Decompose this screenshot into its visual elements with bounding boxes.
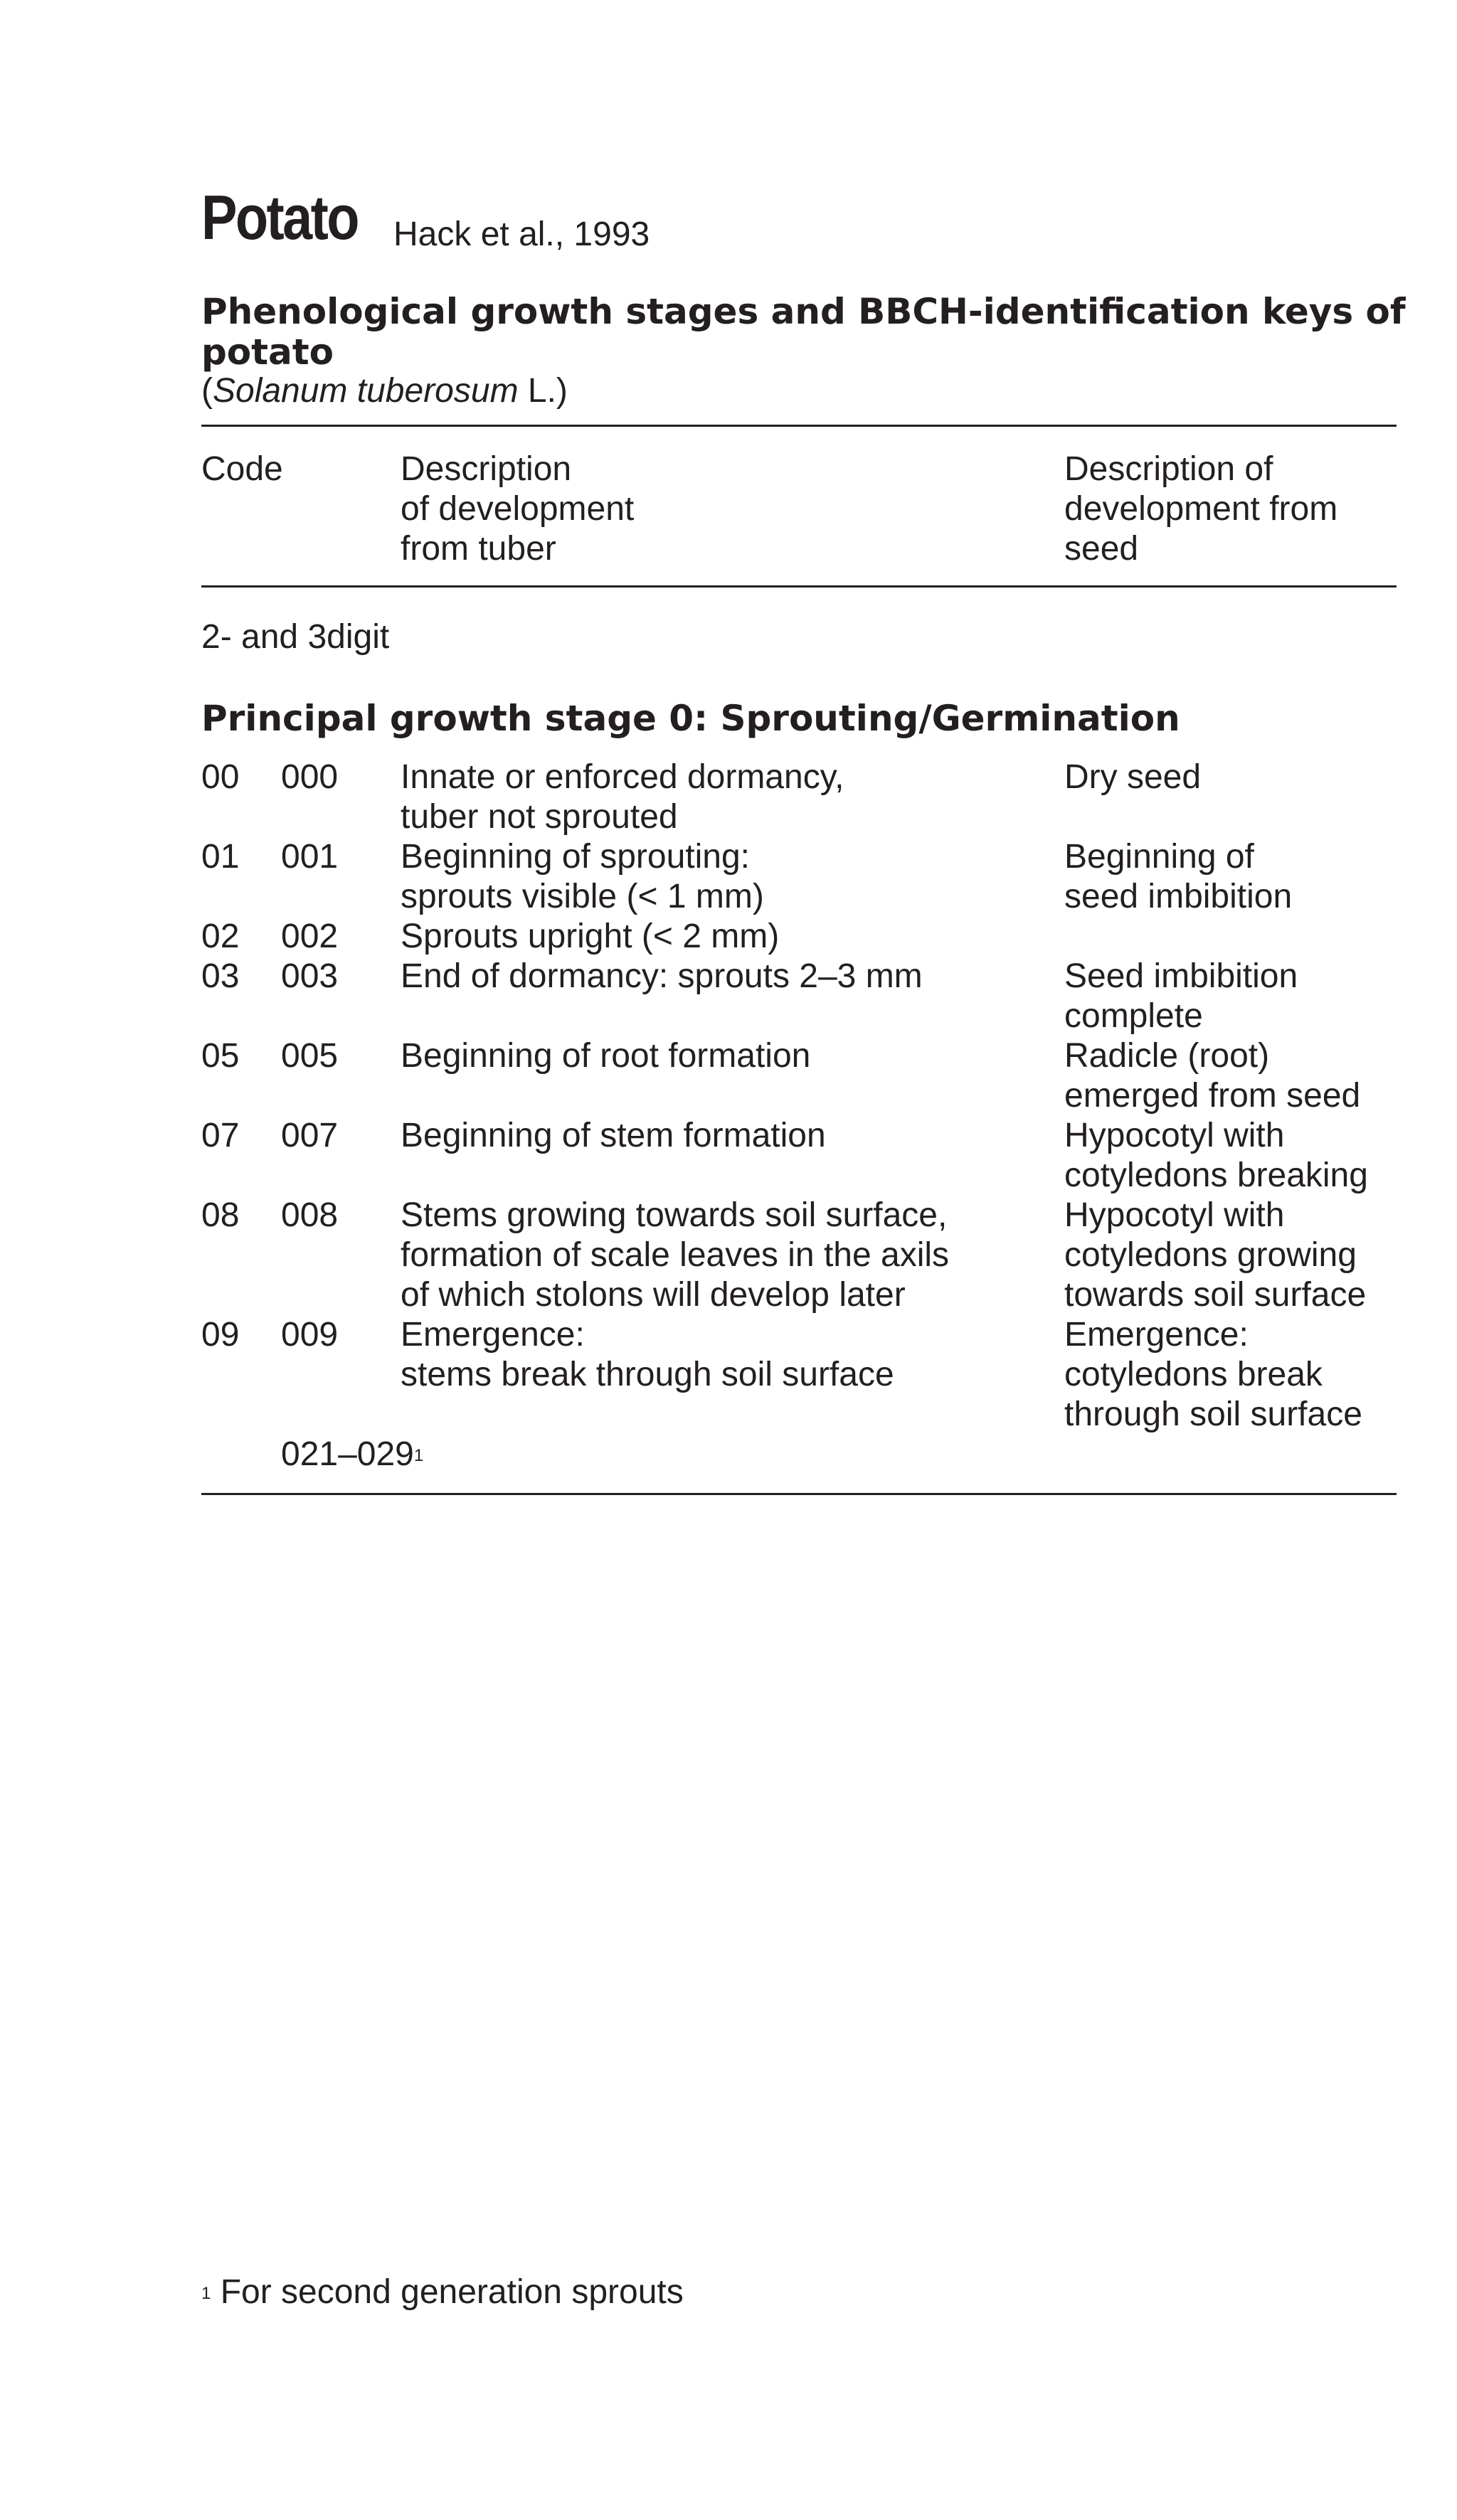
species-close: L.)	[518, 372, 568, 410]
seed-description-line: Beginning of	[1064, 838, 1254, 876]
column-header-tuber-line: from tuber	[401, 530, 556, 568]
tuber-description	[401, 1036, 1064, 1116]
column-header-tuber-line: of development	[401, 490, 635, 528]
tuber-description-line: Innate or enforced dormancy,	[401, 758, 844, 796]
seed-description-line: emerged from seed	[1064, 1077, 1361, 1115]
table-row	[201, 837, 1397, 917]
seed-description-line: through soil surface	[1064, 1395, 1362, 1433]
footnote-reference: 1	[413, 1446, 424, 1465]
table-row	[201, 1196, 1397, 1315]
column-header-seed-line: Description of	[1064, 450, 1273, 488]
tuber-description-line: sprouts visible (< 1 mm)	[401, 878, 764, 915]
seed-description-line: Seed imbibition	[1064, 957, 1298, 995]
code-3digit: 001	[281, 838, 339, 876]
tuber-description	[401, 837, 1064, 917]
seed-description	[1064, 1315, 1397, 1435]
species-open: (	[201, 372, 213, 410]
top-rule	[201, 425, 1397, 427]
page-title: Potato	[201, 182, 358, 252]
title-reference: Hack et al., 1993	[393, 216, 650, 253]
title-line	[201, 182, 650, 253]
tuber-description-line: Beginning of stem formation	[401, 1117, 826, 1154]
column-header-tuber	[401, 450, 634, 569]
seed-description-line: cotyledons growing	[1064, 1236, 1357, 1274]
seed-description-line: Hypocotyl with	[1064, 1196, 1285, 1234]
code-3digit: 008	[281, 1196, 339, 1234]
header-rule	[201, 585, 1397, 588]
seed-description	[1064, 757, 1397, 837]
seed-description	[1064, 837, 1397, 917]
table-row	[201, 957, 1397, 1036]
tuber-description	[401, 1196, 1064, 1315]
seed-description	[1064, 917, 1397, 957]
tuber-description	[401, 757, 1064, 837]
column-header-seed-line: development from	[1064, 490, 1338, 528]
seed-description-line: Emergence:	[1064, 1316, 1249, 1354]
table-row	[201, 757, 1397, 837]
species-latin: Solanum tuberosum	[212, 372, 519, 410]
seed-description-line: cotyledons breaking	[1064, 1157, 1368, 1194]
tuber-description-line: formation of scale leaves in the axils	[401, 1236, 950, 1274]
seed-description-line: complete	[1064, 997, 1203, 1035]
code-3digit: 000	[281, 758, 339, 796]
extra-code-row	[281, 1435, 423, 1474]
bottom-rule	[201, 1493, 1397, 1495]
code-3digit: 002	[281, 918, 339, 955]
tuber-description-line: of which stolons will develop later	[401, 1276, 906, 1314]
table-row	[201, 1036, 1397, 1116]
code-3digit: 005	[281, 1037, 339, 1075]
seed-description	[1064, 1116, 1397, 1196]
seed-description-line: Hypocotyl with	[1064, 1117, 1285, 1154]
footnote-text: For second generation sprouts	[211, 2273, 684, 2311]
tuber-description-line: Stems growing towards soil surface,	[401, 1196, 948, 1234]
seed-description-line: towards soil surface	[1064, 1276, 1367, 1314]
seed-description-line: Radicle (root)	[1064, 1037, 1270, 1075]
table-row	[201, 1315, 1397, 1435]
tuber-description-line: Beginning of root formation	[401, 1037, 811, 1075]
column-header-seed-line: seed	[1064, 530, 1139, 568]
tuber-description-line: tuber not sprouted	[401, 798, 678, 836]
seed-description	[1064, 1196, 1397, 1315]
column-header-code	[201, 450, 283, 489]
code-2digit: 00	[201, 758, 240, 796]
seed-description	[1064, 1036, 1397, 1116]
column-header-tuber-line: Description	[401, 450, 572, 488]
stage-heading: Principal growth stage 0: Sprouting/Germination	[201, 698, 1180, 739]
stage-table	[201, 757, 1397, 1435]
seed-description-line: cotyledons break	[1064, 1356, 1323, 1393]
tuber-description-line: Emergence:	[401, 1316, 585, 1354]
code-3digit: 009	[281, 1316, 339, 1354]
code-2digit: 01	[201, 838, 240, 876]
tuber-description	[401, 1315, 1064, 1435]
code-2digit: 05	[201, 1037, 240, 1075]
code-3digit: 003	[281, 957, 339, 995]
species-name	[201, 371, 568, 411]
tuber-description-line: Sprouts upright (< 2 mm)	[401, 918, 780, 955]
tuber-description-line: stems break through soil surface	[401, 1356, 894, 1393]
code-3digit: 007	[281, 1117, 339, 1154]
document-subtitle: Phenological growth stages and BBCH-identification keys of potato	[201, 291, 1406, 373]
footnote-mark: 1	[201, 2284, 211, 2303]
seed-description-line: Dry seed	[1064, 758, 1202, 796]
tuber-description	[401, 917, 1064, 957]
code-2digit: 09	[201, 1316, 240, 1354]
table-row	[201, 917, 1397, 957]
code-2digit: 03	[201, 957, 240, 995]
tuber-description	[401, 957, 1064, 1036]
code-2digit: 02	[201, 918, 240, 955]
digit-note: 2- and 3digit	[201, 618, 390, 656]
table-row	[201, 1116, 1397, 1196]
code-2digit: 08	[201, 1196, 240, 1234]
column-header-code-label: Code	[201, 450, 283, 488]
column-header-seed	[1064, 450, 1337, 569]
tuber-description-line: Beginning of sprouting:	[401, 838, 751, 876]
seed-description-line: seed imbibition	[1064, 878, 1293, 915]
tuber-description	[401, 1116, 1064, 1196]
extra-code: 021–029	[281, 1435, 414, 1473]
code-2digit: 07	[201, 1117, 240, 1154]
seed-description	[1064, 957, 1397, 1036]
footnote	[201, 2272, 684, 2312]
tuber-description-line: End of dormancy: sprouts 2–3 mm	[401, 957, 923, 995]
